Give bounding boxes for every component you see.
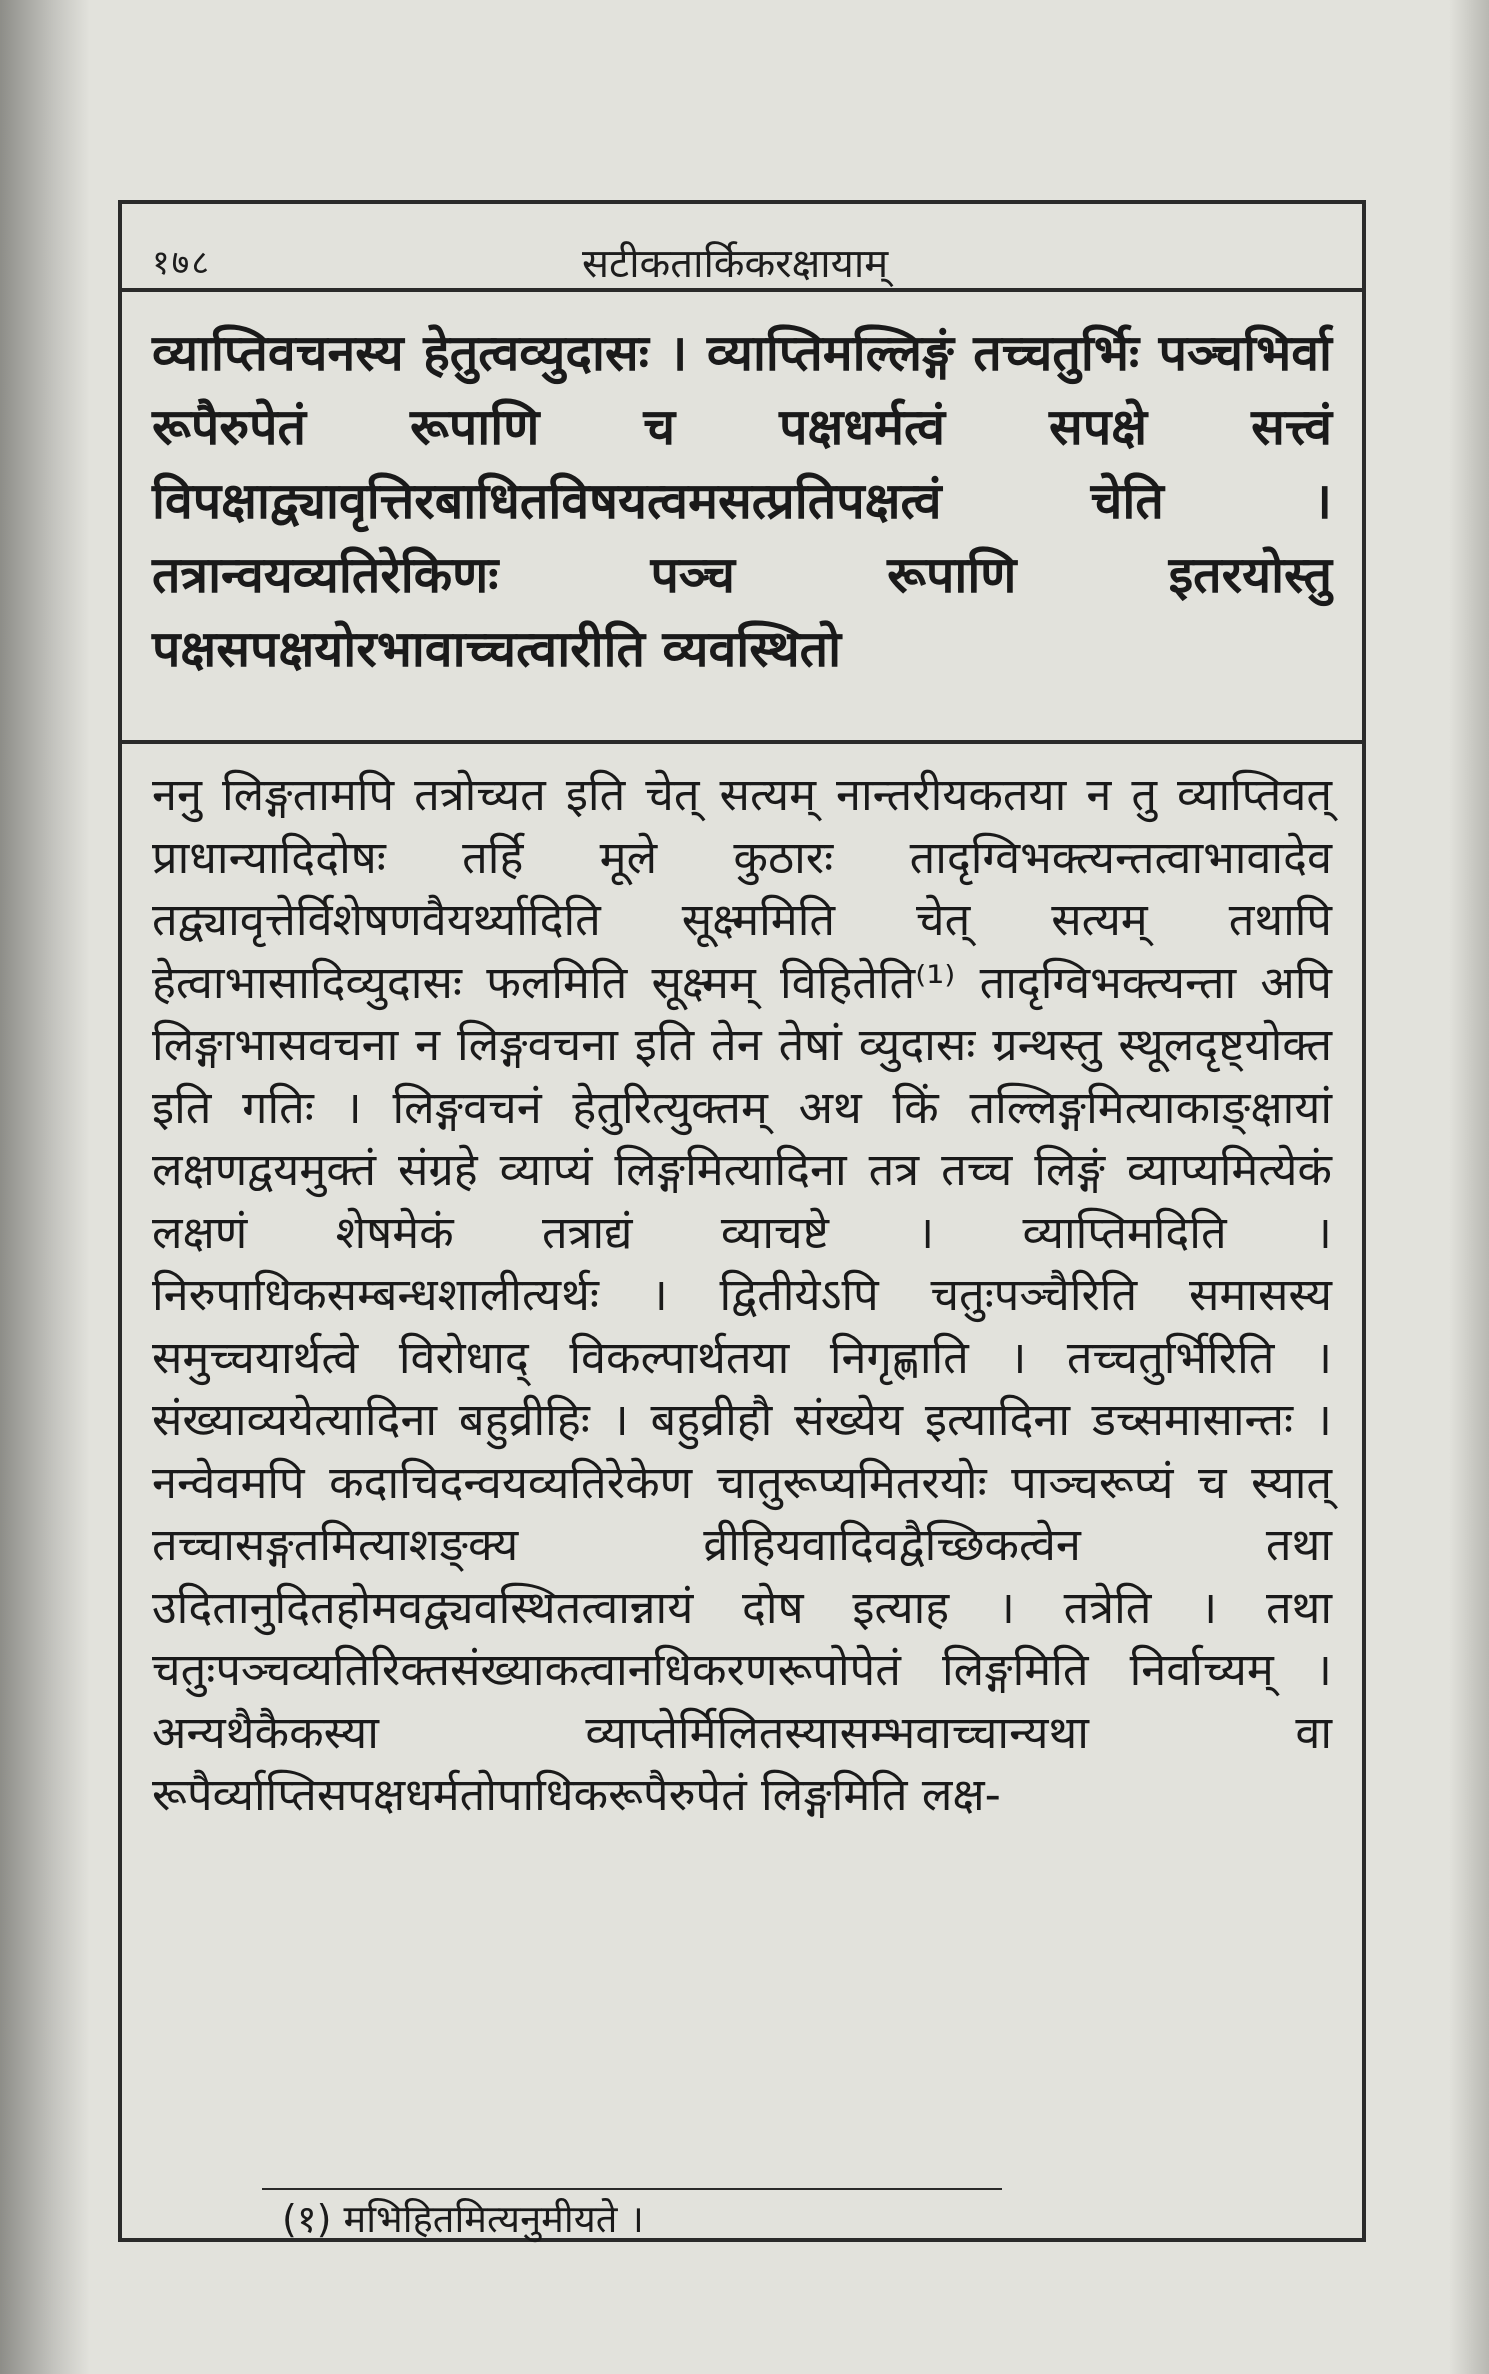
root-text-divider [122, 740, 1362, 744]
footnote-divider [262, 2188, 1002, 2190]
page-header [152, 234, 1332, 294]
page-edge-shadow [1449, 0, 1489, 2374]
commentary-text-block: ननु लिङ्गतामपि तत्रोच्यत इति चेत् सत्यम् नान्तरीयकतया न तु व्याप्तिवत् प्राधान्यादिदोषः तर्हि मूले कुठारः तादृग्विभक्त्यन्तत्वाभावादेव तद्व्यावृत्तेर्विशेषणवैयर्थ्यादिति सूक्ष्ममिति चेत् सत्यम् तथापि हेत्वाभासादिव्युदासः फलमिति सूक्ष्मम् विहितेति⁽¹⁾ तादृग्विभक्त्यन्ता अपि लिङ्गाभासवचना न लिङ्गवचना इति तेन तेषां व्युदासः ग्रन्थस्तु स्थूलदृष्ट्योक्त इति गतिः । लिङ्गवचनं हेतुरित्युक्तम् अथ किं तल्लिङ्गमित्याकाङ्क्षायां लक्षणद्वयमुक्तं संग्रहे व्याप्यं लिङ्गमित्यादिना तत्र तच्च लिङ्गं व्याप्यमित्येकं लक्षणं शेषमेकं तत्राद्यं व्याचष्टे । व्याप्तिमदिति । निरुपाधिकसम्बन्धशालीत्यर्थः । द्वितीयेऽपि चतुःपञ्चैरिति समासस्य समुच्चयार्थत्वे विरोधाद् विकल्पार्थतया निगृह्णाति । तच्चतुर्भिरिति । संख्याव्ययेत्यादिना बहुव्रीहिः । बहुव्रीहौ संख्येय इत्यादिना डच्समासान्तः । नन्वेवमपि कदाचिदन्वयव्यतिरेकेण चातुरूप्यमितरयोः पाञ्चरूप्यं च स्यात् तच्चासङ्गतमित्याशङ्क्य व्रीहियवादिवद्वैच्छिकत्वेन तथा उदितानुदितहोमवद्व्यवस्थितत्वान्नायं दोष इत्याह । तत्रेति । तथा चतुःपञ्चव्यतिरिक्तसंख्याकत्वानधिकरणरूपोपेतं लिङ्गमिति निर्वाच्यम् । अन्यथैकैकस्या व्याप्तेर्मिलितस्यासम्भवाच्चान्यथा वा रूपैर्व्याप्तिसपक्षधर्मतोपाधिकरूपैरुपेतं लिङ्गमिति लक्ष- [152, 768, 1332, 1821]
book-spine-shadow [0, 0, 90, 2374]
page-number: १७८ [152, 243, 212, 283]
header-divider [122, 288, 1362, 292]
root-text-block: व्याप्तिवचनस्य हेतुत्वव्युदासः । व्याप्तिमल्लिङ्गं तच्चतुर्भिः पञ्चभिर्वा रूपैरुपेतं रूपाणि च पक्षधर्मत्वं सपक्षे सत्त्वं विपक्षाद्व्यावृत्तिरबाधितविषयत्वमसत्प्रतिपक्षत्वं चेति । तत्रान्वयव्यतिरेकिणः पञ्च रूपाणि इतरयोस्तु पक्षसपक्षयोरभावाच्चत्वारीति व्यवस्थितो [152, 324, 1332, 678]
running-title: सटीकतार्किकरक्षायाम् [582, 241, 889, 287]
footnote: (१) मभिहितमित्यनुमीयते । [282, 2197, 644, 2241]
text-frame [118, 200, 1366, 2242]
